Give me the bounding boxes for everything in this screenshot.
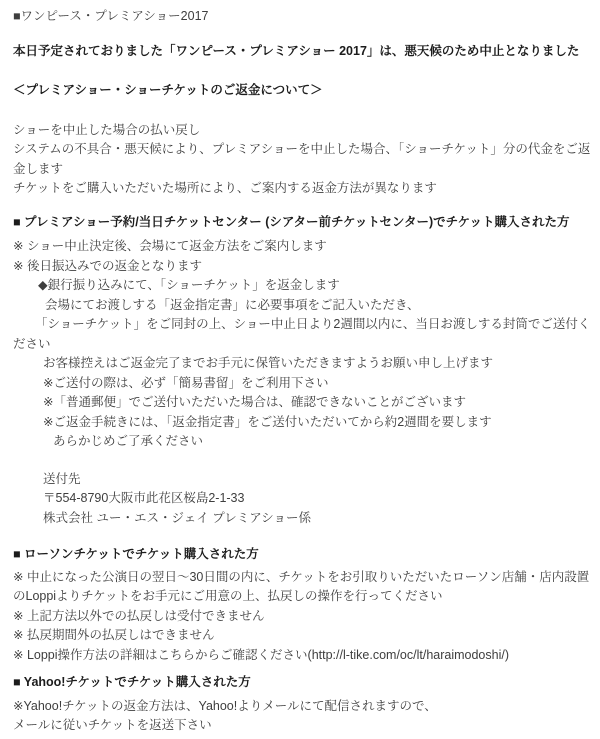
later-transfer-note: ※ 後日振込みでの返金となります bbox=[13, 258, 202, 273]
address-label: 送付先 bbox=[43, 471, 81, 486]
refund-guide-note: ※ ショー中止決定後、会場にて返金方法をご案内します bbox=[13, 239, 327, 253]
yahoo-refund-note-cont: メールに従いチケットを返送下さい bbox=[13, 718, 212, 732]
intro-paragraph bbox=[13, 121, 594, 199]
registered-mail-note: ※ご送付の際は、必ず「簡易書留」をご利用下さい bbox=[43, 375, 329, 390]
lawson-period-note: ※ 中止になった公演日の翌日～30日間の内に、チケットをお引取りいただいたローソン店舗・店内設置 bbox=[13, 569, 590, 584]
show-title: ■ワンピース・プレミアショー2017 bbox=[13, 9, 209, 23]
processing-time-note: ※ご返金手続きには、「返金指定書」をご送付いただいてから約2週間を要します bbox=[43, 414, 492, 429]
ticket-mailing-instruction-cont: ださい bbox=[13, 336, 51, 351]
loppi-url-note: ※ Loppi操作方法の詳細はこちらからご確認ください(http://l-tike.com/oc/lt/haraimodoshi/) bbox=[13, 647, 509, 662]
acknowledgement-note: あらかじめご了承ください bbox=[53, 434, 204, 448]
mailing-address-block bbox=[13, 470, 594, 529]
intro-line-cancel-reason: システムの不具合・悪天候により、プレミアショーを中止した場合、「ショーチケット」分の代金をご返 bbox=[13, 142, 591, 156]
cancellation-notice: 本日予定されておりました「ワンピース・プレミアショー 2017」は、悪天候のため中止となりました bbox=[13, 43, 580, 58]
theater-section-body bbox=[13, 237, 594, 452]
receipt-keep-note: お客様控えはご返金完了までお手元に保管いただきますようお願い申し上げます bbox=[43, 356, 494, 370]
yahoo-refund-note: ※Yahoo!チケットの返金方法は、Yahoo!よりメールにて配信されますので、 bbox=[13, 698, 437, 713]
intro-line-method-differs: チケットをご購入いただいた場所により、ご案内する返金方法が異なります bbox=[13, 181, 437, 195]
refund-form-instruction: 会場にてお渡しする「返金指定書」に必要事項をご記入いただき、 bbox=[45, 297, 420, 312]
refund-section-title: ＜プレミアショー・ショーチケットのご返金について＞ bbox=[13, 83, 323, 97]
ticket-mailing-instruction: 「ショーチケット」をご同封の上、ショー中止日より2週間以内に、当日お渡しする封筒でご送付く bbox=[35, 317, 591, 331]
lawson-period-note-cont: のLoppiよりチケットをお手元にご用意の上、払戻しの操作を行ってください bbox=[13, 589, 443, 603]
intro-line-refund-policy: ショーを中止した場合の払い戻し bbox=[13, 122, 201, 137]
regular-mail-note: ※「普通郵便」でご送付いただいた場合は、確認できないことがございます bbox=[43, 395, 466, 409]
yahoo-section-heading: ■ Yahoo!チケットでチケット購入された方 bbox=[13, 675, 251, 689]
yahoo-section-body bbox=[13, 697, 594, 736]
lawson-section-body bbox=[13, 568, 594, 666]
lawson-method-restriction-note: ※ 上記方法以外での払戻しは受付できません bbox=[13, 608, 265, 623]
lawson-section-heading: ■ ローソンチケットでチケット購入された方 bbox=[13, 547, 259, 561]
lawson-deadline-note: ※ 払戻期間外の払戻しはできません bbox=[13, 628, 215, 642]
postal-address: 〒554-8790大阪市此花区桜島2-1-33 bbox=[43, 491, 245, 505]
intro-line-cancel-reason-cont: 金します bbox=[13, 161, 64, 176]
company-name: 株式会社 ユー・エス・ジェイ プレミアショー係 bbox=[43, 510, 311, 525]
bank-transfer-method: ◆銀行振り込みにて、「ショーチケット」を返金します bbox=[38, 278, 340, 292]
theater-section-heading: ■ プレミアショー予約/当日チケットセンター (シアター前チケットセンター)でチケット購入された方 bbox=[13, 214, 570, 229]
